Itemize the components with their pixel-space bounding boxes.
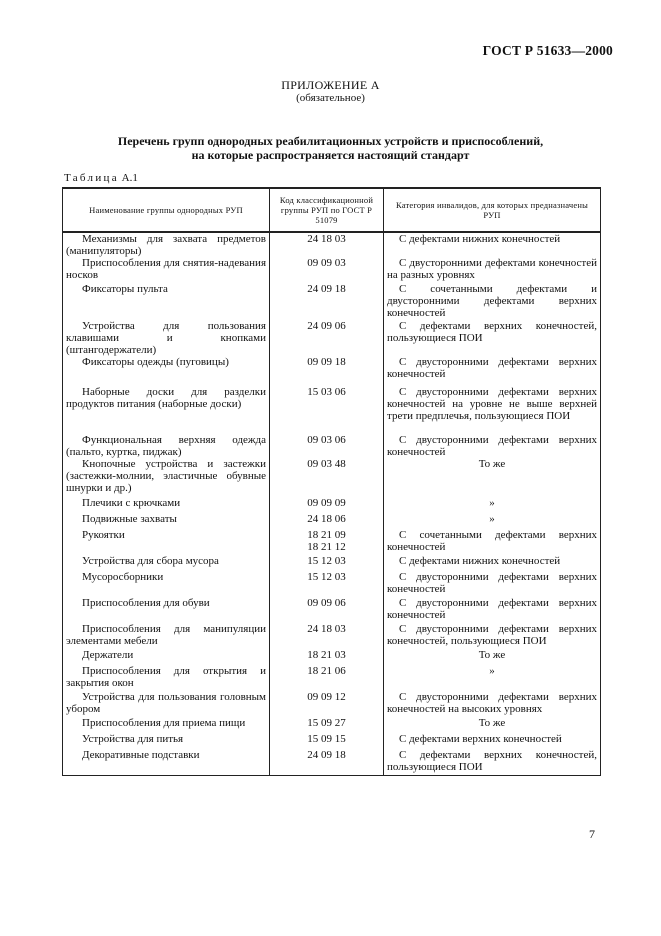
cell-disability-category [384,320,601,356]
group-name-text: Фиксаторы пульта [82,283,168,295]
group-name-text: Устройства для сбора мусора [82,555,219,567]
table-body [63,232,601,775]
table-row [63,458,601,497]
cell-classification-code: 09 09 12 [270,691,384,717]
appendix-title: ПРИЛОЖЕНИЕ А [281,78,380,92]
category-text: С двусторонними дефектами верхних конечностей [387,356,597,380]
group-name-text: Плечики с крючками [82,497,181,509]
cell-disability-category [384,733,601,749]
cell-group-name [63,497,270,513]
cell-classification-code: 24 18 06 [270,513,384,529]
cell-disability-category [384,717,601,733]
group-name-text: Кнопочные устройства и застежки (застежки-молнии, эластичные обувные шнурки и др.) [66,458,266,494]
table-row [63,649,601,665]
document-heading [0,134,661,162]
cell-classification-code: 09 09 06 [270,597,384,623]
cell-group-name [63,649,270,665]
appendix-subtitle: (обязательное) [296,92,365,104]
cell-disability-category [384,386,601,434]
group-name-text: Держатели [82,649,134,661]
cell-group-name [63,320,270,356]
table-row [63,691,601,717]
table-row [63,320,601,356]
cell-disability-category [384,513,601,529]
category-text: » [489,497,495,509]
group-name-text: Декоративные подставки [82,749,200,761]
cell-disability-category [384,356,601,386]
group-name-text: Приспособления для снятия-надевания носков [66,257,266,281]
group-name-text: Устройства для пользования клавишами и кнопками (штангодержатели) [66,320,266,356]
heading-line-2: на которые распространяется настоящий стандарт [191,148,470,162]
cell-classification-code: 18 21 06 [270,665,384,691]
cell-group-name [63,691,270,717]
table-row [63,733,601,749]
cell-classification-code: 15 03 06 [270,386,384,434]
category-text: С двусторонними дефектами верхних конечностей [387,571,597,595]
cell-group-name [63,733,270,749]
group-name-text: Функциональная верхняя одежда (пальто, куртка, пиджак) [66,434,266,458]
category-text: С двусторонними дефектами верхних конечностей, пользующиеся ПОИ [387,623,597,647]
cell-group-name [63,458,270,497]
cell-disability-category [384,691,601,717]
category-text: С двусторонними дефектами верхних конечностей на уровне не выше верхней трети предплечья, пользующиеся ПОИ [387,386,597,422]
cell-disability-category [384,434,601,458]
cell-disability-category [384,665,601,691]
group-name-text: Механизмы для захвата предметов (манипуляторы) [66,233,266,257]
group-name-text: Фиксаторы одежды (пуговицы) [82,356,229,368]
cell-group-name [63,749,270,775]
cell-group-name [63,386,270,434]
table-row [63,571,601,597]
category-text: С дефектами верхних конечностей [399,733,562,745]
cell-disability-category [384,623,601,649]
group-name-text: Приспособления для приема пищи [82,717,246,729]
cell-disability-category [384,571,601,597]
group-name-text: Рукоятки [82,529,125,541]
category-text: С сочетанными дефектами верхних конечностей [387,529,597,553]
rup-table [62,187,601,776]
table-label-number: А.1 [121,172,138,184]
cell-group-name [63,356,270,386]
table-label-word: Таблица [64,172,119,184]
cell-group-name [63,257,270,283]
category-text: То же [478,649,506,661]
cell-disability-category [384,458,601,497]
cell-classification-code: 09 09 03 [270,257,384,283]
cell-disability-category [384,283,601,320]
column-header-name: Наименование группы однородных РУП [63,188,270,232]
cell-classification-code: 15 12 03 [270,571,384,597]
category-text: » [489,665,495,677]
cell-disability-category [384,529,601,555]
table-row [63,597,601,623]
cell-classification-code: 15 12 03 [270,555,384,571]
category-text: С дефектами нижних конечностей [399,555,561,567]
category-text: С дефектами верхних конечностей, пользующиеся ПОИ [387,320,597,344]
cell-group-name [63,555,270,571]
page-number: 7 [589,827,595,841]
heading-line-1: Перечень групп однородных реабилитационных устройств и приспособлений, [117,134,544,148]
group-name-text: Устройства для пользования головным убором [66,691,266,715]
cell-group-name [63,283,270,320]
category-text: С дефектами нижних конечностей [399,233,561,245]
cell-classification-code: 09 03 48 [270,458,384,497]
category-text: » [489,513,495,525]
cell-disability-category [384,597,601,623]
cell-classification-code: 09 09 18 [270,356,384,386]
cell-group-name [63,529,270,555]
cell-classification-code: 09 09 09 [270,497,384,513]
category-text: С двусторонними дефектами верхних конечностей [387,597,597,621]
group-name-text: Мусоросборники [82,571,164,583]
group-name-text: Устройства для питья [82,733,184,745]
table-row [63,232,601,257]
document-code: ГОСТ Р 51633—2000 [482,43,613,58]
cell-classification-code: 18 21 09 18 21 12 [270,529,384,555]
cell-group-name [63,717,270,733]
table-row [63,356,601,386]
cell-disability-category [384,749,601,775]
category-text: То же [478,717,506,729]
table-row [63,513,601,529]
table-row [63,717,601,733]
table-row [63,434,601,458]
cell-disability-category [384,497,601,513]
group-name-text: Приспособления для открытия и закрытия окон [66,665,266,689]
column-header-category: Категория инвалидов, для которых предназначены РУП [384,188,601,232]
table-row [63,749,601,775]
category-text: С двусторонними дефектами верхних конечностей [387,434,597,458]
cell-disability-category [384,555,601,571]
group-name-text: Приспособления для обуви [82,597,210,609]
table-row [63,555,601,571]
group-name-text: Наборные доски для разделки продуктов питания (наборные доски) [66,386,266,410]
category-text: То же [478,458,506,470]
cell-classification-code: 24 09 18 [270,283,384,320]
table-row [63,283,601,320]
cell-group-name [63,571,270,597]
cell-classification-code: 15 09 27 [270,717,384,733]
table-row [63,257,601,283]
cell-group-name [63,665,270,691]
table-row [63,529,601,555]
cell-group-name [63,232,270,257]
cell-disability-category [384,649,601,665]
category-text: С дефектами верхних конечностей, пользующиеся ПОИ [387,749,597,773]
table-row [63,623,601,649]
cell-classification-code: 24 09 18 [270,749,384,775]
cell-group-name [63,513,270,529]
table-row [63,497,601,513]
cell-classification-code: 18 21 03 [270,649,384,665]
category-text: С сочетанными дефектами и двусторонними дефектами верхних конечностей [387,283,597,319]
cell-classification-code: 24 18 03 [270,232,384,257]
cell-disability-category [384,257,601,283]
cell-classification-code: 09 03 06 [270,434,384,458]
cell-classification-code: 24 18 03 [270,623,384,649]
table-row [63,386,601,434]
cell-group-name [63,597,270,623]
cell-group-name [63,434,270,458]
cell-disability-category [384,232,601,257]
table-row [63,665,601,691]
cell-classification-code: 15 09 15 [270,733,384,749]
table-label [64,172,138,184]
cell-group-name [63,623,270,649]
table-header-row [63,188,601,232]
column-header-code: Код классификационной группы РУП по ГОСТ Р 51079 [270,188,384,232]
cell-classification-code: 24 09 06 [270,320,384,356]
group-name-text: Подвижные захваты [82,513,177,525]
category-text: С двусторонними дефектами верхних конечностей на высоких уровнях [387,691,597,715]
group-name-text: Приспособления для манипуляции элементами мебели [66,623,266,647]
category-text: С двусторонними дефектами конечностей на разных уровнях [387,257,597,281]
